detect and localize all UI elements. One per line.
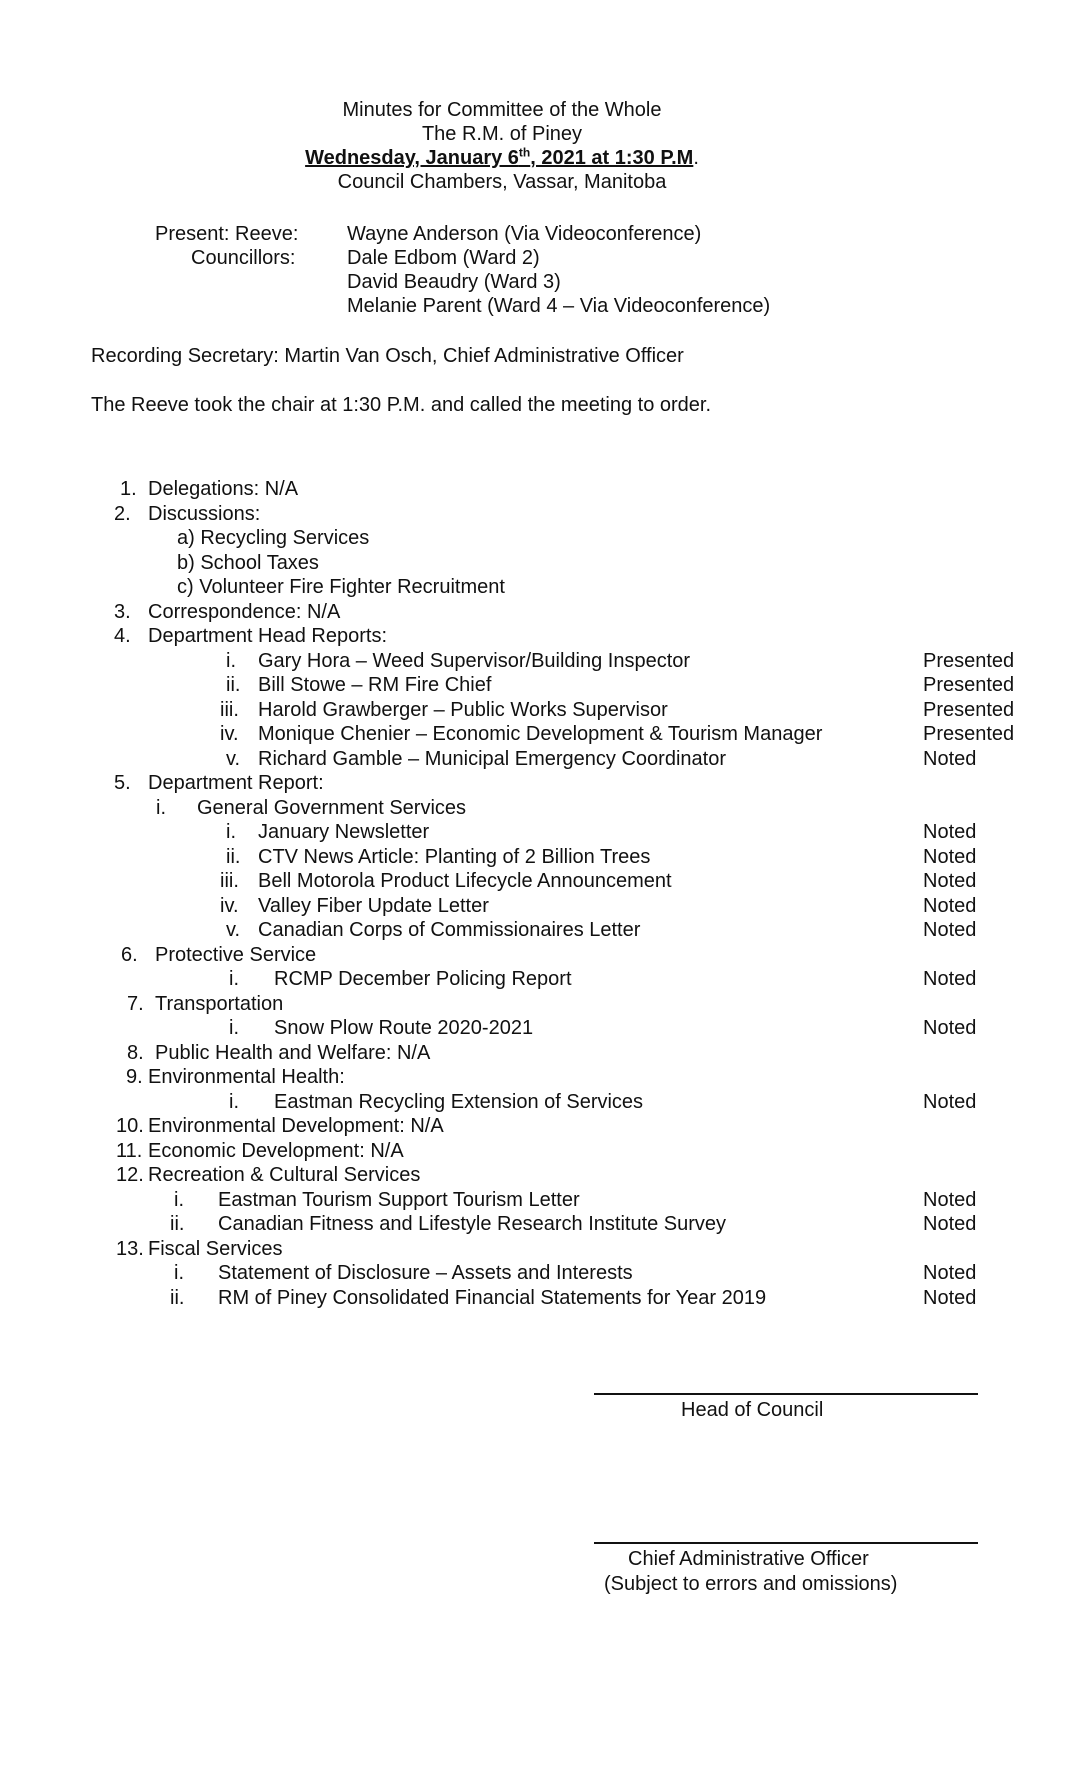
agenda-item-text: b) School Taxes xyxy=(177,552,319,574)
agenda-item-status: Noted xyxy=(923,870,977,892)
agenda-item-number: 10. xyxy=(116,1115,144,1137)
agenda-item-number: 11. xyxy=(116,1140,143,1162)
agenda-item-number: i. xyxy=(156,797,166,819)
agenda-item-text: Discussions: xyxy=(148,503,261,525)
agenda-item-text: Department Head Reports: xyxy=(148,625,388,647)
agenda-item-number: 13. xyxy=(116,1238,144,1260)
agenda-item-text: Recreation & Cultural Services xyxy=(148,1164,421,1186)
agenda-item-text: Transportation xyxy=(155,993,284,1015)
agenda-item-number: iv. xyxy=(220,895,239,917)
agenda-item-number: 2. xyxy=(114,503,131,525)
agenda-item-number: 6. xyxy=(121,944,138,966)
agenda-item-status: Noted xyxy=(923,821,977,843)
meeting-date-period: . xyxy=(693,147,699,169)
agenda-item-number: 7. xyxy=(127,993,144,1015)
agenda-item-text: Bill Stowe – RM Fire Chief xyxy=(258,674,492,696)
meeting-date-rest: , 2021 at 1:30 P.M xyxy=(530,147,694,169)
meeting-date-main: Wednesday, January 6 xyxy=(305,147,519,169)
agenda-item-number: ii. xyxy=(226,846,241,868)
agenda-item-number: i. xyxy=(229,1091,239,1113)
agenda-item-number: 5. xyxy=(114,772,131,794)
agenda-item-text: Richard Gamble – Municipal Emergency Coordinator xyxy=(258,748,726,770)
agenda-item-text: RM of Piney Consolidated Financial Statements for Year 2019 xyxy=(218,1287,767,1309)
agenda-item-text: Eastman Tourism Support Tourism Letter xyxy=(218,1189,580,1211)
agenda-item-text: Snow Plow Route 2020-2021 xyxy=(274,1017,534,1039)
head-of-council-label: Head of Council xyxy=(681,1399,824,1421)
recording-secretary: Recording Secretary: Martin Van Osch, Chief Administrative Officer xyxy=(91,345,684,367)
agenda-item-status: Presented xyxy=(923,723,1015,745)
attendee-name: David Beaudry (Ward 3) xyxy=(347,271,561,293)
agenda-item-number: 9. xyxy=(126,1066,143,1088)
agenda-item-text: Environmental Development: N/A xyxy=(148,1115,444,1137)
agenda-item-status: Noted xyxy=(923,1262,977,1284)
agenda-item-text: Protective Service xyxy=(155,944,317,966)
meeting-date-sup: th xyxy=(518,145,531,160)
agenda-item-number: 1. xyxy=(120,478,137,500)
agenda-item-number: ii. xyxy=(170,1213,185,1235)
agenda-item-number: i. xyxy=(174,1262,184,1284)
call-to-order: The Reeve took the chair at 1:30 P.M. and called the meeting to order. xyxy=(91,394,712,416)
agenda-item-text: Monique Chenier – Economic Development & Tourism Manager xyxy=(258,723,823,745)
agenda-item-status: Noted xyxy=(923,895,977,917)
agenda-item-text: RCMP December Policing Report xyxy=(274,968,572,990)
agenda-item-text: Harold Grawberger – Public Works Supervisor xyxy=(258,699,668,721)
agenda-item-number: 8. xyxy=(127,1042,144,1064)
agenda-item-status: Presented xyxy=(923,650,1015,672)
agenda-item-number: ii. xyxy=(170,1287,185,1309)
agenda-item-number: v. xyxy=(226,919,241,941)
agenda-item-text: Department Report: xyxy=(148,772,324,794)
agenda-item-status: Noted xyxy=(923,1091,977,1113)
signature-line-cao xyxy=(594,1542,978,1544)
agenda-item-status: Noted xyxy=(923,968,977,990)
agenda-item-number: ii. xyxy=(226,674,241,696)
agenda-item-text: Valley Fiber Update Letter xyxy=(258,895,489,917)
attendee-name: Dale Edbom (Ward 2) xyxy=(347,247,540,269)
agenda-item-text: Economic Development: N/A xyxy=(148,1140,404,1162)
agenda-item-number: i. xyxy=(229,968,239,990)
organization-name: The R.M. of Piney xyxy=(421,123,583,145)
agenda-item-text: c) Volunteer Fire Fighter Recruitment xyxy=(177,576,505,598)
agenda-item-text: Gary Hora – Weed Supervisor/Building Inspector xyxy=(258,650,691,672)
attendee-name: Wayne Anderson (Via Videoconference) xyxy=(347,223,702,245)
agenda-item-text: Public Health and Welfare: N/A xyxy=(155,1042,431,1064)
agenda-item-text: a) Recycling Services xyxy=(177,527,370,549)
errors-note: (Subject to errors and omissions) xyxy=(604,1573,898,1595)
agenda-item-number: i. xyxy=(229,1017,239,1039)
agenda-item-text: CTV News Article: Planting of 2 Billion Trees xyxy=(258,846,651,868)
agenda-item-text: Canadian Fitness and Lifestyle Research Institute Survey xyxy=(218,1213,727,1235)
agenda-item-number: i. xyxy=(226,650,236,672)
agenda-item-text: Delegations: N/A xyxy=(148,478,299,500)
meeting-date xyxy=(0,146,1046,170)
agenda-item-number: 12. xyxy=(116,1164,144,1186)
agenda-item-text: Statement of Disclosure – Assets and Interests xyxy=(218,1262,633,1284)
agenda-item-status: Noted xyxy=(923,846,977,868)
agenda-item-status: Noted xyxy=(923,748,977,770)
agenda-item-text: Environmental Health: xyxy=(148,1066,345,1088)
agenda-item-status: Presented xyxy=(923,699,1015,721)
agenda-item-text: General Government Services xyxy=(197,797,467,819)
agenda-item-number: iii. xyxy=(220,870,239,892)
agenda-item-number: iv. xyxy=(220,723,239,745)
agenda-item-text: Correspondence: N/A xyxy=(148,601,341,623)
attendee-name: Melanie Parent (Ward 4 – Via Videoconference) xyxy=(347,295,771,317)
agenda-item-status: Noted xyxy=(923,1213,977,1235)
agenda-item-text: Fiscal Services xyxy=(148,1238,283,1260)
meeting-location: Council Chambers, Vassar, Manitoba xyxy=(337,171,667,193)
present-label: Present: Reeve: xyxy=(155,223,299,245)
agenda-item-number: iii. xyxy=(220,699,239,721)
councillors-label: Councillors: xyxy=(191,247,296,269)
agenda-item-status: Noted xyxy=(923,919,977,941)
agenda-item-status: Noted xyxy=(923,1017,977,1039)
agenda-item-number: i. xyxy=(226,821,236,843)
agenda-item-status: Noted xyxy=(923,1287,977,1309)
document-title: Minutes for Committee of the Whole xyxy=(342,99,662,121)
agenda-item-text: Canadian Corps of Commissionaires Letter xyxy=(258,919,641,941)
agenda-item-number: 4. xyxy=(114,625,131,647)
agenda-item-text: Eastman Recycling Extension of Services xyxy=(274,1091,644,1113)
agenda-item-number: v. xyxy=(226,748,241,770)
agenda-item-status: Noted xyxy=(923,1189,977,1211)
agenda-item-status: Presented xyxy=(923,674,1015,696)
agenda-item-text: Bell Motorola Product Lifecycle Announcement xyxy=(258,870,672,892)
agenda-item-text: January Newsletter xyxy=(258,821,430,843)
cao-label: Chief Administrative Officer xyxy=(628,1548,869,1570)
agenda-item-number: 3. xyxy=(114,601,131,623)
signature-line-head xyxy=(594,1393,978,1395)
agenda-item-number: i. xyxy=(174,1189,184,1211)
